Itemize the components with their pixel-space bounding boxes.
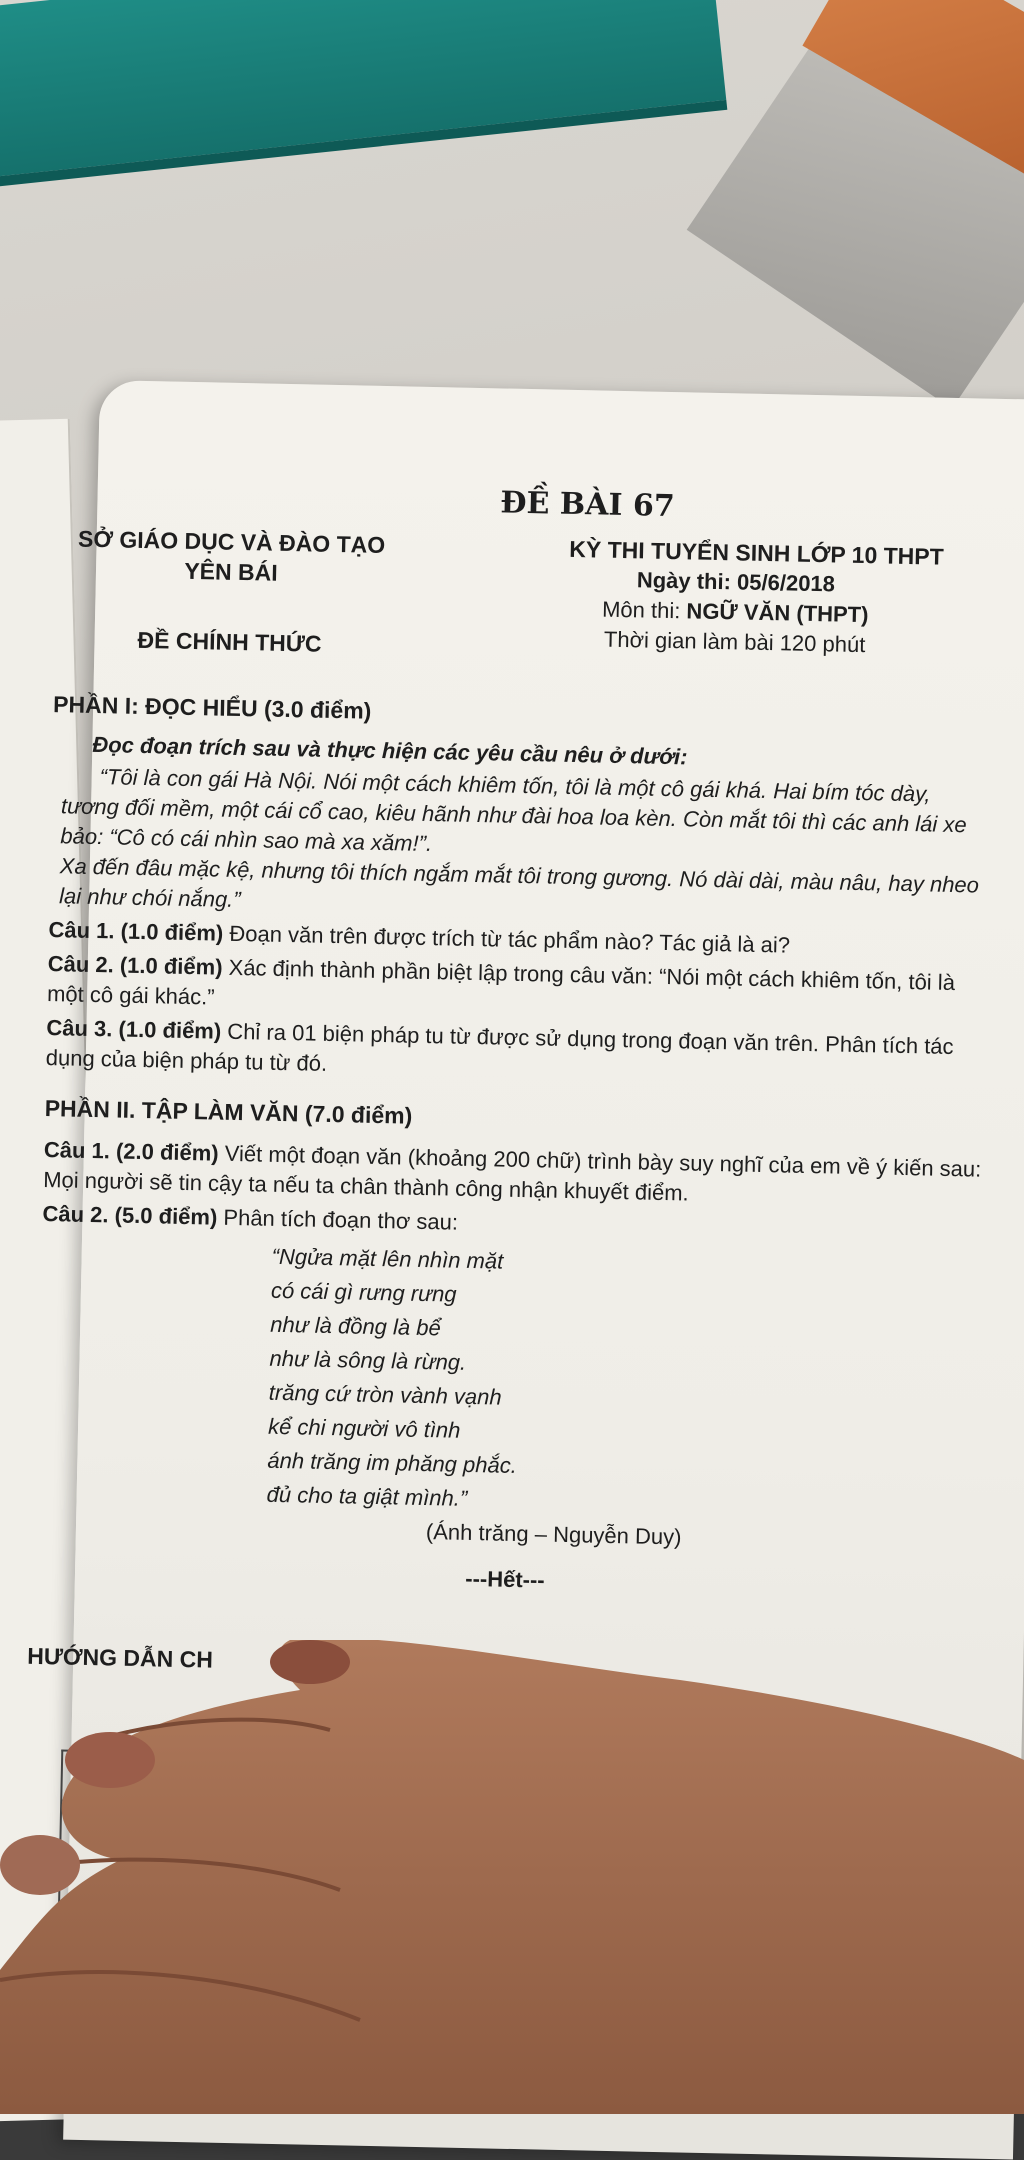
header-left	[64, 523, 397, 660]
poem-line: như là sông là rừng.	[269, 1345, 467, 1375]
poem-line: như là đồng là bể	[270, 1311, 442, 1341]
poem-line: đủ cho ta giật mình.”	[266, 1481, 468, 1511]
poem	[36, 1235, 982, 1561]
exam-header	[54, 523, 997, 693]
guide-heading: HƯỚNG DẪN CH	[26, 1642, 214, 1673]
exam-title: ĐỀ BÀI 67	[499, 485, 676, 525]
question-number: Câu 1. (1.0 điểm)	[48, 917, 224, 946]
subject-name: NGỮ VĂN (THPT)	[686, 598, 869, 628]
poem-line: trăng cứ tròn vành vạnh	[268, 1379, 502, 1410]
header-right	[474, 532, 996, 663]
question-text: Đoạn văn trên được trích từ tác phẩm nào? Tác giả là ai?	[223, 920, 791, 958]
poem-line: ánh trăng im phăng phắc.	[267, 1447, 518, 1478]
question-text: Phân tích đoạn thơ sau:	[217, 1204, 459, 1235]
question-number: Câu 2. (1.0 điểm)	[47, 951, 223, 980]
passage-paragraph: “Tôi là con gái Hà Nội. Nói một cách khiêm tốn, tôi là một cô gái khá. Hai bím tóc dày, tương đối mềm, một cái cổ cao, kiêu hãnh như đài hoa loa kèn. Còn mắt tôi thì các anh lái xe bảo: “Cô có cái nhìn sao mà xa xăm!”.	[60, 764, 967, 857]
part1-instruction: Đọc đoạn trích sau và thực hiện các yêu cầu nêu ở dưới:	[92, 731, 688, 770]
question-text: Viết một đoạn văn (khoảng 200 chữ) trình bày suy nghĩ của em về ý kiến sau: Mọi người sẽ tin cậy ta nếu ta chân thành công nhận khuyết điểm.	[42, 1140, 982, 1206]
passage-paragraph: Xa đến đâu mặc kệ, nhưng tôi thích ngắm mắt tôi trong gương. Nó dài dài, màu nâu, hay nheo lại như chói nắng.”	[58, 853, 980, 913]
department-name: SỞ GIÁO DỤC VÀ ĐÀO TẠO	[77, 525, 386, 559]
part1-heading: PHẦN I: ĐỌC HIỂU (3.0 điểm)	[52, 691, 372, 724]
question-number: Câu 3. (1.0 điểm)	[46, 1015, 222, 1044]
official-label: ĐỀ CHÍNH THỨC	[137, 626, 322, 657]
question-number: Câu 2. (5.0 điểm)	[42, 1200, 218, 1230]
poem-line: “Ngửa mặt lên nhìn mặt	[271, 1243, 504, 1274]
page-content	[26, 479, 998, 1690]
poem-line: kể chi người vô tình	[267, 1413, 461, 1443]
end-mark: ---Hết---	[465, 1565, 545, 1593]
question-text: Xác định thành phần biệt lập trong câu văn: “Nói một cách khiêm tốn, tôi là một cô gái khác.”	[46, 954, 956, 1010]
poem-source: (Ánh trăng – Nguyễn Duy)	[425, 1519, 682, 1550]
exam-name: KỲ THI TUYỂN SINH LỚP 10 THPT	[569, 535, 944, 570]
part2-heading: PHẦN II. TẬP LÀM VĂN (7.0 điểm)	[44, 1095, 413, 1129]
province-name: YÊN BÁI	[184, 557, 278, 586]
hand-photo	[0, 1640, 1024, 2114]
subject-prefix: Môn thi:	[601, 596, 687, 624]
question-text: Chỉ ra 01 biện pháp tu từ được sử dụng trong đoạn văn trên. Phân tích tác dụng của biện pháp tu từ đó.	[45, 1018, 954, 1076]
poem-line: có cái gì rưng rưng	[270, 1277, 457, 1307]
exam-date: Ngày thi: 05/6/2018	[636, 567, 836, 597]
exam-time: Thời gian làm bài 120 phút	[603, 626, 866, 658]
question-number: Câu 1. (2.0 điểm)	[43, 1136, 219, 1166]
reading-passage	[49, 761, 992, 931]
